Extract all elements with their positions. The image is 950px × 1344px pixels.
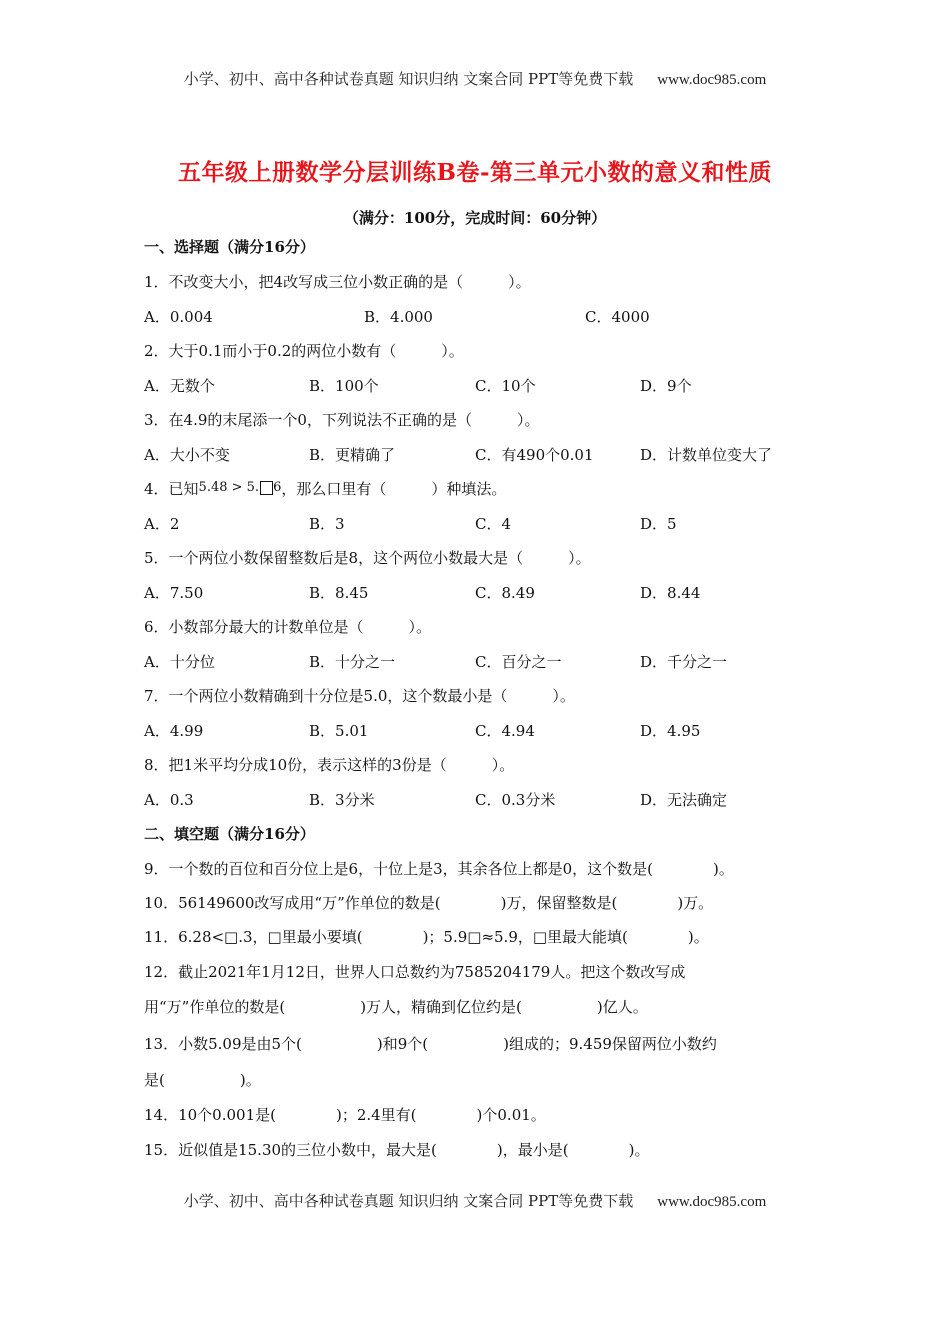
option[interactable]: D．千分之一 — [640, 653, 728, 671]
option[interactable]: B．更精确了 — [309, 446, 396, 464]
option[interactable]: A．2 — [144, 515, 180, 533]
option[interactable]: A．十分位 — [144, 653, 215, 671]
question-9: 9．一个数的百位和百分位上是6，十位上是3，其余各位上都是0，这个数是( )。 — [144, 860, 734, 878]
section-heading-choice: 一、选择题（满分16分） — [144, 238, 315, 256]
option[interactable]: C．百分之一 — [475, 653, 562, 671]
option[interactable]: C．有490个0.01 — [475, 446, 594, 464]
option[interactable]: A．0.004 — [144, 308, 213, 326]
header-site[interactable]: www.doc985.com — [657, 72, 767, 88]
question-12-line-1: 12．截止2021年1月12日，世界人口总数约为7585204179人。把这个数改写成 — [144, 963, 686, 981]
option[interactable]: A．0.3 — [144, 791, 194, 809]
question-11: 11．6.28<□.3，□里最小要填( )；5.9□≈5.9，□里最大能填( )。 — [144, 928, 709, 946]
option[interactable]: C．8.49 — [475, 584, 535, 602]
option[interactable]: D．8.44 — [640, 584, 701, 602]
inequality-right: 6 — [273, 480, 282, 495]
option[interactable]: B．5.01 — [309, 722, 369, 740]
question-10: 10．56149600改写成用“万”作单位的数是( )万，保留整数是( )万。 — [144, 894, 714, 912]
question-4-prefix: 4．已知 — [144, 480, 199, 498]
page-title: 五年级上册数学分层训练B卷-第三单元小数的意义和性质 — [178, 159, 772, 186]
section-heading-fill: 二、填空题（满分16分） — [144, 825, 315, 843]
option[interactable]: A．无数个 — [144, 377, 215, 395]
option[interactable]: C．0.3分米 — [475, 791, 556, 809]
question-5: 5．一个两位小数保留整数后是8，这个两位小数最大是（ ）。 — [144, 549, 591, 567]
question-13-line-2: 是( )。 — [144, 1071, 261, 1089]
page-footer — [0, 1190, 950, 1211]
inequality-left: 5.48 > 5. — [198, 480, 260, 495]
option[interactable]: D．9个 — [640, 377, 692, 395]
option[interactable]: B．十分之一 — [309, 653, 396, 671]
option[interactable]: A．大小不变 — [144, 446, 230, 464]
question-7: 7．一个两位小数精确到十分位是5.0，这个数最小是（ ）。 — [144, 687, 575, 705]
question-3: 3．在4.9的末尾添一个0，下列说法不正确的是（ ）。 — [144, 411, 540, 429]
question-6: 6．小数部分最大的计数单位是（ ）。 — [144, 618, 432, 636]
question-12-line-2: 用“万”作单位的数是( )万人，精确到亿位约是( )亿人。 — [144, 998, 648, 1016]
question-4 — [144, 478, 506, 499]
footer-site[interactable]: www.doc985.com — [657, 1194, 767, 1210]
header-text: 小学、初中、高中各种试卷真题 知识归纳 文案合同 PPT等免费下载 — [183, 70, 634, 88]
question-13-line-1: 13．小数5.09是由5个( )和9个( )组成的；9.459保留两位小数约 — [144, 1035, 717, 1053]
blank-square — [260, 481, 273, 495]
question-4-suffix: ，那么口里有（ ）种填法。 — [281, 480, 507, 498]
option[interactable]: D．4.95 — [640, 722, 701, 740]
question-15: 15．近似值是15.30的三位小数中，最大是( )，最小是( )。 — [144, 1141, 650, 1159]
page-header — [0, 68, 950, 89]
option[interactable]: D．无法确定 — [640, 791, 728, 809]
option[interactable]: C．4000 — [585, 308, 650, 326]
option[interactable]: C．4.94 — [475, 722, 535, 740]
option[interactable]: A．7.50 — [144, 584, 204, 602]
page-subtitle: （满分：100分，完成时间：60分钟） — [343, 209, 607, 227]
footer-text: 小学、初中、高中各种试卷真题 知识归纳 文案合同 PPT等免费下载 — [183, 1192, 634, 1210]
option[interactable]: B．3分米 — [309, 791, 375, 809]
question-14: 14．10个0.001是( )；2.4里有( )个0.01。 — [144, 1106, 546, 1124]
question-1: 1．不改变大小，把4改写成三位小数正确的是（ ）。 — [144, 273, 531, 291]
option[interactable]: B．8.45 — [309, 584, 369, 602]
option[interactable]: D．计数单位变大了 — [640, 446, 773, 464]
option[interactable]: A．4.99 — [144, 722, 204, 740]
option[interactable]: B．3 — [309, 515, 345, 533]
question-8: 8．把1米平均分成10份，表示这样的3份是（ ）。 — [144, 756, 515, 774]
option[interactable]: C．10个 — [475, 377, 536, 395]
option[interactable]: D．5 — [640, 515, 677, 533]
option[interactable]: C．4 — [475, 515, 512, 533]
option[interactable]: B．4.000 — [364, 308, 433, 326]
question-2: 2．大于0.1而小于0.2的两位小数有（ ）。 — [144, 342, 464, 360]
option[interactable]: B．100个 — [309, 377, 379, 395]
